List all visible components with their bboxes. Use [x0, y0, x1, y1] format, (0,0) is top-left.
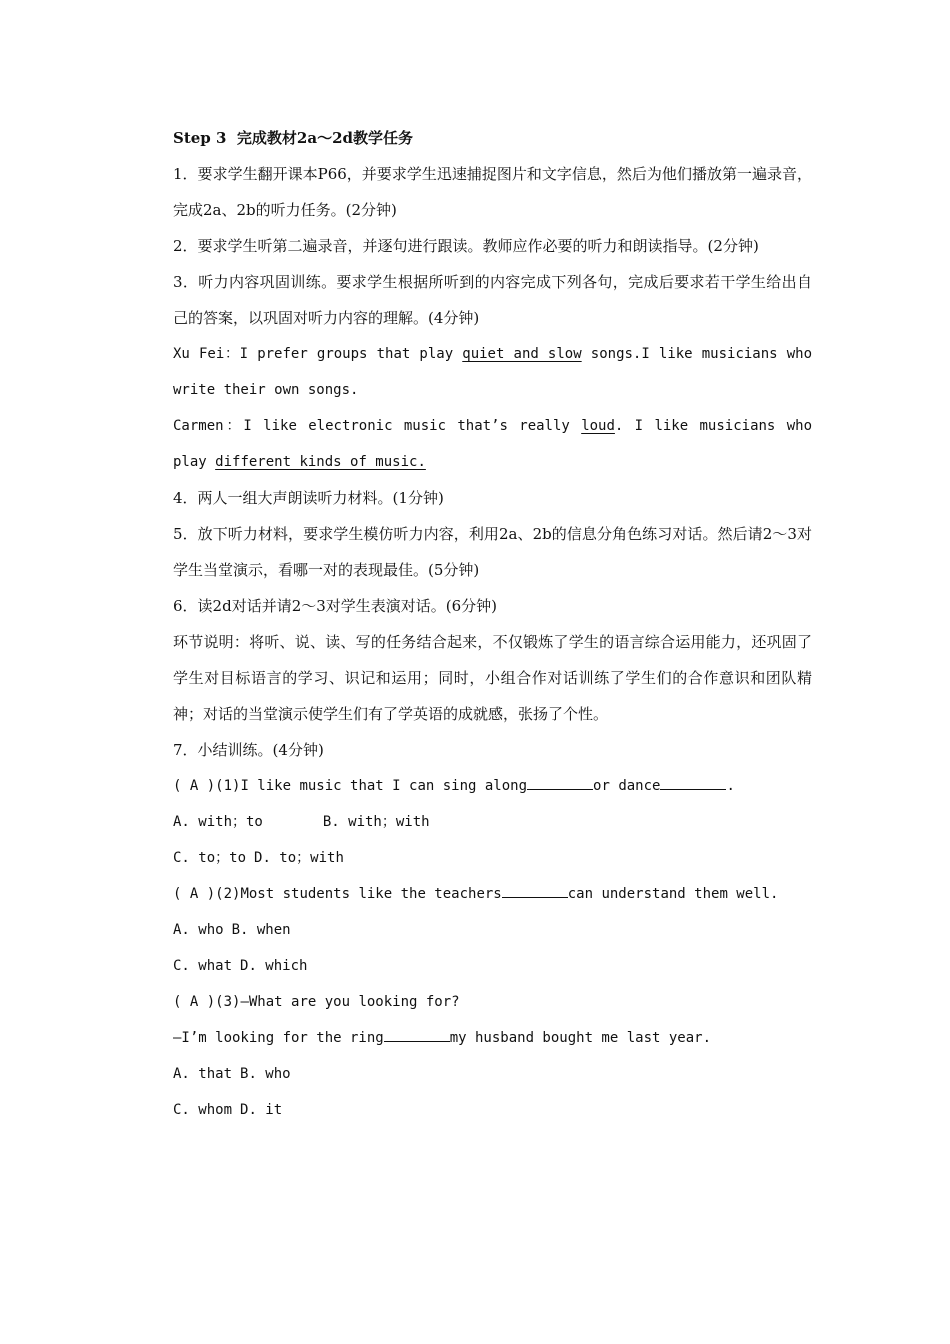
question-3-line-2	[140, 1020, 812, 1056]
question-3-options-ab	[140, 1056, 812, 1092]
option: B. when	[231, 922, 291, 938]
question-1-options-ab	[140, 804, 812, 840]
dialog-text: . I like musicians who play	[173, 418, 812, 470]
question-2-options-cd	[140, 948, 812, 984]
question-3	[140, 984, 812, 1020]
question-3-options-cd	[140, 1092, 812, 1128]
item-2: 2．要求学生听第二遍录音，并逐句进行跟读。教师应作必要的听力和朗读指导。(2分钟)	[173, 237, 759, 255]
dialog-answer: different kinds of music.	[215, 454, 426, 470]
option: D. it	[240, 1102, 283, 1118]
question-stem: (1)I like music that I can sing along	[215, 778, 528, 794]
document-page	[140, 120, 812, 1128]
answer-mark: ( A )	[173, 778, 216, 794]
item-5: 5．放下听力材料，要求学生模仿听力内容，利用2a、2b的信息分角色练习对话。然后请2～3对学生当堂演示，看哪一对的表现最佳。(5分钟)	[173, 525, 812, 579]
item-4: 4．两人一组大声朗读听力材料。(1分钟)	[173, 489, 444, 507]
dialog-text: Carmen：I like electronic music that’s really	[173, 418, 582, 434]
option: D. to；with	[254, 850, 344, 866]
item-7: 7．小结训练。(4分钟)	[173, 741, 324, 759]
step-label: Step 3	[173, 129, 227, 147]
answer-blank	[384, 1027, 450, 1042]
option: C. whom	[173, 1102, 233, 1118]
question-2-options-ab	[140, 912, 812, 948]
question-1	[140, 768, 812, 804]
question-stem: .	[726, 778, 735, 794]
dialog-text: Xu Fei：I prefer groups that play	[173, 346, 463, 362]
dialog-answer: quiet and slow	[462, 346, 582, 362]
question-stem: can understand them well.	[567, 886, 779, 902]
option: A. that	[173, 1066, 233, 1082]
dialog-text: songs.I like musicians who write their own songs.	[173, 346, 812, 398]
dialog-xufei	[140, 336, 812, 408]
question-stem: (3)—What are you looking for?	[215, 994, 460, 1010]
step-title: 完成教材2a～2d教学任务	[236, 129, 413, 147]
option: A. who	[173, 922, 224, 938]
step-heading	[140, 120, 812, 156]
question-stem: my husband bought me last year.	[449, 1030, 712, 1046]
option: B. with；with	[322, 814, 430, 830]
question-stem: or dance	[593, 778, 661, 794]
answer-mark: ( A )	[173, 886, 216, 902]
option: D. which	[240, 958, 308, 974]
question-stem: —I’m looking for the ring	[173, 1030, 384, 1046]
option: A. with；to	[173, 814, 263, 830]
item-6: 6．读2d对话并请2～3对学生表演对话。(6分钟)	[173, 597, 498, 615]
option: B. who	[240, 1066, 291, 1082]
dialog-answer: loud	[581, 418, 615, 434]
question-stem: (2)Most students like the teachers	[215, 886, 502, 902]
item-1: 1．要求学生翻开课本P66，并要求学生迅速捕捉图片和文字信息，然后为他们播放第一遍录音，完成2a、2b的听力任务。(2分钟)	[173, 165, 812, 219]
dialog-carmen	[140, 408, 812, 480]
answer-blank	[660, 775, 726, 790]
answer-mark: ( A )	[173, 994, 216, 1010]
answer-blank	[502, 883, 568, 898]
question-2	[140, 876, 812, 912]
answer-blank	[527, 775, 593, 790]
option: C. what	[173, 958, 233, 974]
question-1-options-cd	[140, 840, 812, 876]
section-note: 环节说明：将听、说、读、写的任务结合起来，不仅锻炼了学生的语言综合运用能力，还巩固了学生对目标语言的学习、识记和运用；同时，小组合作对话训练了学生们的合作意识和团队精神；对话的当堂演示使学生们有了学英语的成就感，张扬了个性。	[173, 633, 812, 723]
item-3: 3．听力内容巩固训练。要求学生根据所听到的内容完成下列各句，完成后要求若干学生给出自己的答案，以巩固对听力内容的理解。(4分钟)	[173, 273, 812, 327]
option: C. to；to	[173, 850, 247, 866]
